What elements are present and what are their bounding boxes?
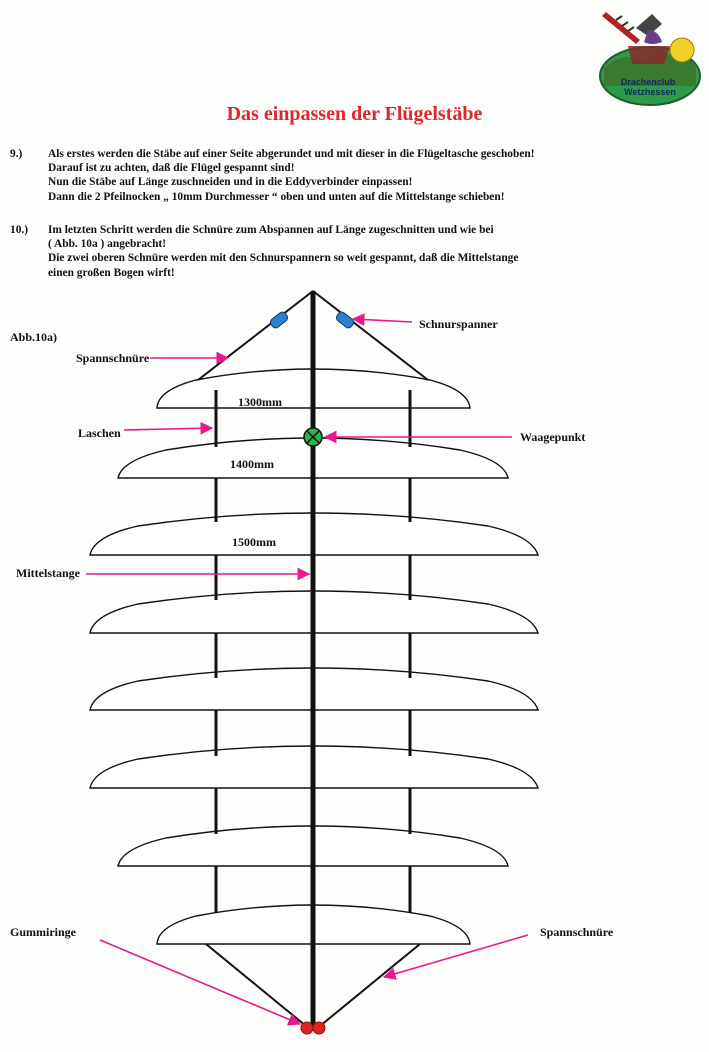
rubber-ring-icon	[313, 1022, 325, 1034]
step-line: Dann die 2 Pfeilnocken „ 10mm Durchmesser “ oben und unten auf die Mittelstange schieben!	[48, 190, 505, 203]
callout-arrow-laschen	[124, 428, 212, 430]
step-number: 10.)	[10, 224, 29, 236]
dimension-label: 1500mm	[232, 535, 276, 549]
step-line: einen großen Bogen wirft!	[48, 266, 175, 279]
label-spannschnuere-top: Spannschnüre	[76, 351, 150, 365]
step-number: 9.)	[10, 148, 23, 160]
step-line: Die zwei oberen Schnüre werden mit den Schnurspannern so weit gespannt, daß die Mittelstange	[48, 252, 519, 265]
callout-arrow-schnurspanner	[353, 319, 412, 322]
step-line: Darauf ist zu achten, daß die Flügel gespannt sind!	[48, 162, 295, 175]
step-line: ( Abb. 10a ) angebracht!	[48, 238, 167, 251]
bridle-line-bottom-left	[206, 944, 306, 1026]
figure-caption: Abb.10a)	[10, 330, 58, 344]
logo-text-line1: Drachenclub	[620, 77, 676, 87]
label-spannschnuere-bottom: Spannschnüre	[540, 925, 614, 939]
step-line: Nun die Stäbe auf Länge zuschneiden und in die Eddyverbinder einpassen!	[48, 176, 413, 189]
bridle-line-top-right	[313, 291, 428, 380]
step-line: Im letzten Schritt werden die Schnüre zum Abspannen auf Länge zugeschnitten und wie bei	[48, 224, 494, 236]
callout-arrow-gummiringe	[100, 940, 300, 1024]
page-title: Das einpassen der Flügelstäbe	[226, 103, 483, 125]
label-mittelstange: Mittelstange	[16, 566, 80, 580]
bridle-line-top-left	[198, 291, 313, 380]
step-line: Als erstes werden die Stäbe auf einer Seite abgerundet und mit dieser in die Flügeltasche geschoben!	[48, 148, 535, 160]
line-tensioner-right	[335, 311, 355, 330]
bridle-line-bottom-right	[320, 944, 420, 1026]
line-tensioner-left	[269, 311, 289, 330]
dimension-label: 1400mm	[230, 457, 274, 471]
label-laschen: Laschen	[78, 426, 121, 440]
label-gummiringe: Gummiringe	[10, 925, 76, 939]
label-waagepunkt: Waagepunkt	[520, 430, 586, 444]
balance-point-icon	[304, 428, 322, 446]
rubber-ring-icon	[301, 1022, 313, 1034]
label-schnurspanner: Schnurspanner	[419, 317, 498, 331]
logo-text-line2: Wetzhessen	[624, 87, 676, 97]
dimension-label: 1300mm	[238, 395, 282, 409]
